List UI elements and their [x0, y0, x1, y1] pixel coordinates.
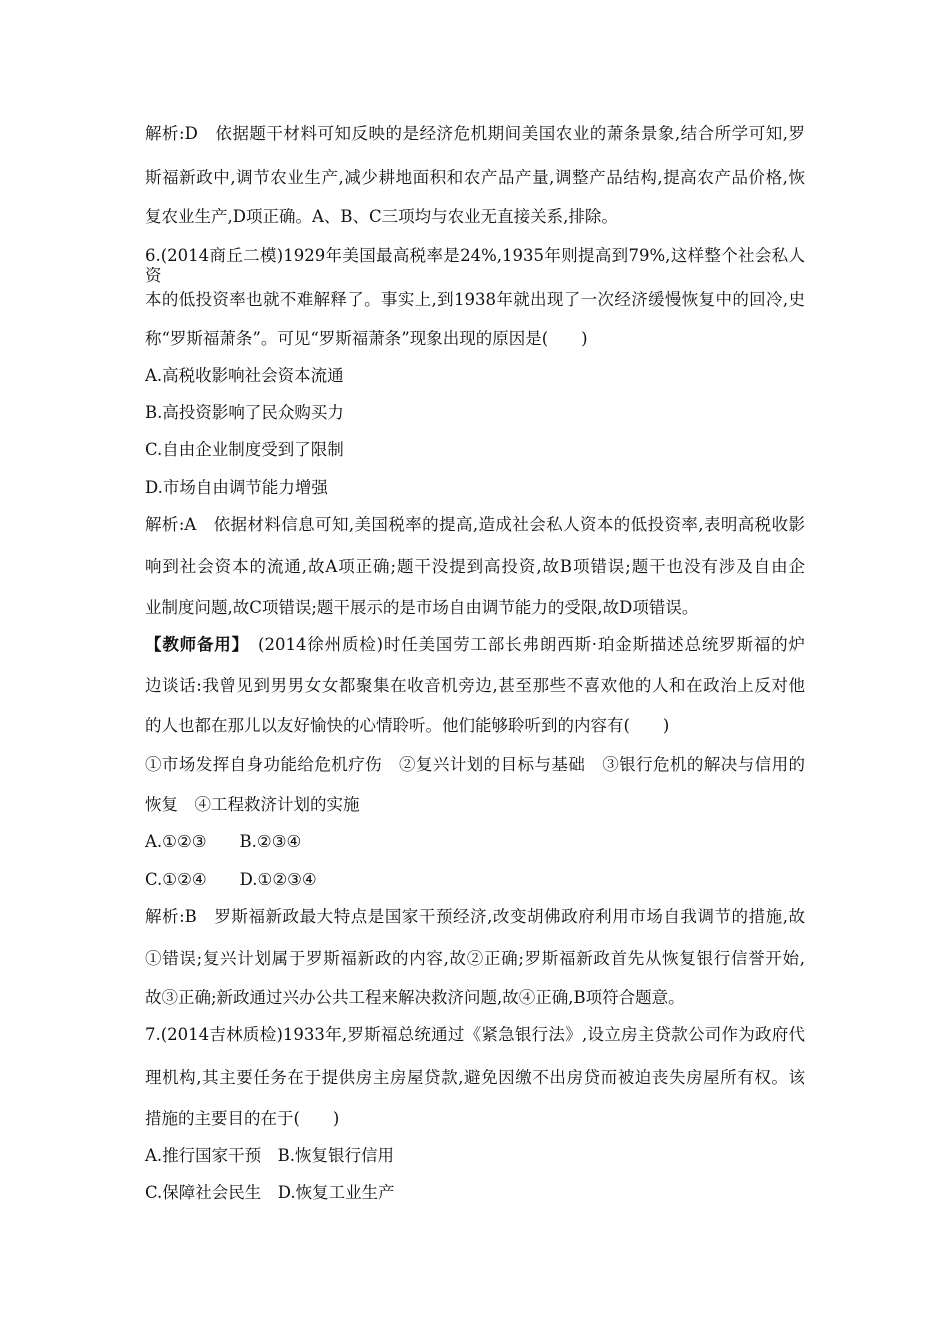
analysis-teacher-line-2: ①错误;复兴计划属于罗斯福新政的内容,故②正确;罗斯福新政首先从恢复银行信誉开始, [145, 949, 805, 968]
question-7-options-line-1: A.推行国家干预 B.恢复银行信用 [145, 1146, 395, 1165]
analysis-5-line-1: 解析:D 依据题干材料可知反映的是经济危机期间美国农业的萧条景象,结合所学可知,罗 [145, 124, 805, 143]
analysis-6-line-2: 响到社会资本的流通,故A项正确;题干没提到高投资,故B项错误;题干也没有涉及自由企 [145, 557, 805, 576]
question-7-line-3: 措施的主要目的在于( ) [145, 1109, 340, 1128]
analysis-teacher-line-1: 解析:B 罗斯福新政最大特点是国家干预经济,改变胡佛政府利用市场自我调节的措施,故 [145, 907, 805, 926]
question-7-options-line-2: C.保障社会民生 D.恢复工业生产 [145, 1183, 395, 1202]
teacher-items-line-1: ①市场发挥自身功能给危机疗伤 ②复兴计划的目标与基础 ③银行危机的解决与信用的 [145, 755, 805, 774]
question-6-line-1: 6.(2014商丘二模)1929年美国最高税率是24%,1935年则提高到79%,这样整个社会私人资 [145, 246, 805, 285]
teacher-backup-line-1 [145, 635, 805, 655]
teacher-options-line-2: C.①②④ D.①②③④ [145, 870, 317, 889]
teacher-backup-line-3: 的人也都在那儿以友好愉快的心情聆听。他们能够聆听到的内容有( ) [145, 716, 670, 735]
analysis-5-line-3: 复农业生产,D项正确。A、B、C三项均与农业无直接关系,排除。 [145, 207, 618, 226]
question-6-option-a: A.高税收影响社会资本流通 [145, 366, 344, 385]
question-6-option-d: D.市场自由调节能力增强 [145, 478, 328, 497]
teacher-backup-tag: 【教师备用】 [145, 635, 241, 654]
analysis-6-line-1: 解析:A 依据材料信息可知,美国税率的提高,造成社会私人资本的低投资率,表明高税收影 [145, 515, 805, 534]
question-6-line-3: 称“罗斯福萧条”。可见“罗斯福萧条”现象出现的原因是( ) [145, 329, 588, 348]
analysis-5-line-2: 斯福新政中,调节农业生产,减少耕地面积和农产品产量,调整产品结构,提高农产品价格,恢 [145, 168, 805, 187]
teacher-backup-text: (2014徐州质检)时任美国劳工部长弗朗西斯·珀金斯描述总统罗斯福的炉 [240, 635, 805, 654]
question-7-line-1: 7.(2014吉林质检)1933年,罗斯福总统通过《紧急银行法》,设立房主贷款公司作为政府代 [145, 1025, 805, 1044]
question-6-option-c: C.自由企业制度受到了限制 [145, 440, 344, 459]
teacher-backup-line-2: 边谈话:我曾见到男男女女都聚集在收音机旁边,甚至那些不喜欢他的人和在政治上反对他 [145, 676, 805, 695]
teacher-items-line-2: 恢复 ④工程救济计划的实施 [145, 795, 360, 814]
question-7-line-2: 理机构,其主要任务在于提供房主房屋贷款,避免因缴不出房贷而被迫丧失房屋所有权。该 [145, 1068, 805, 1087]
analysis-6-line-3: 业制度问题,故C项错误;题干展示的是市场自由调节能力的受限,故D项错误。 [145, 598, 699, 617]
question-6-line-2: 本的低投资率也就不难解释了。事实上,到1938年就出现了一次经济缓慢恢复中的回冷,史 [145, 290, 805, 309]
teacher-options-line-1: A.①②③ B.②③④ [145, 832, 302, 851]
analysis-teacher-line-3: 故③正确;新政通过兴办公共工程来解决救济问题,故④正确,B项符合题意。 [145, 988, 685, 1007]
question-6-option-b: B.高投资影响了民众购买力 [145, 403, 344, 422]
